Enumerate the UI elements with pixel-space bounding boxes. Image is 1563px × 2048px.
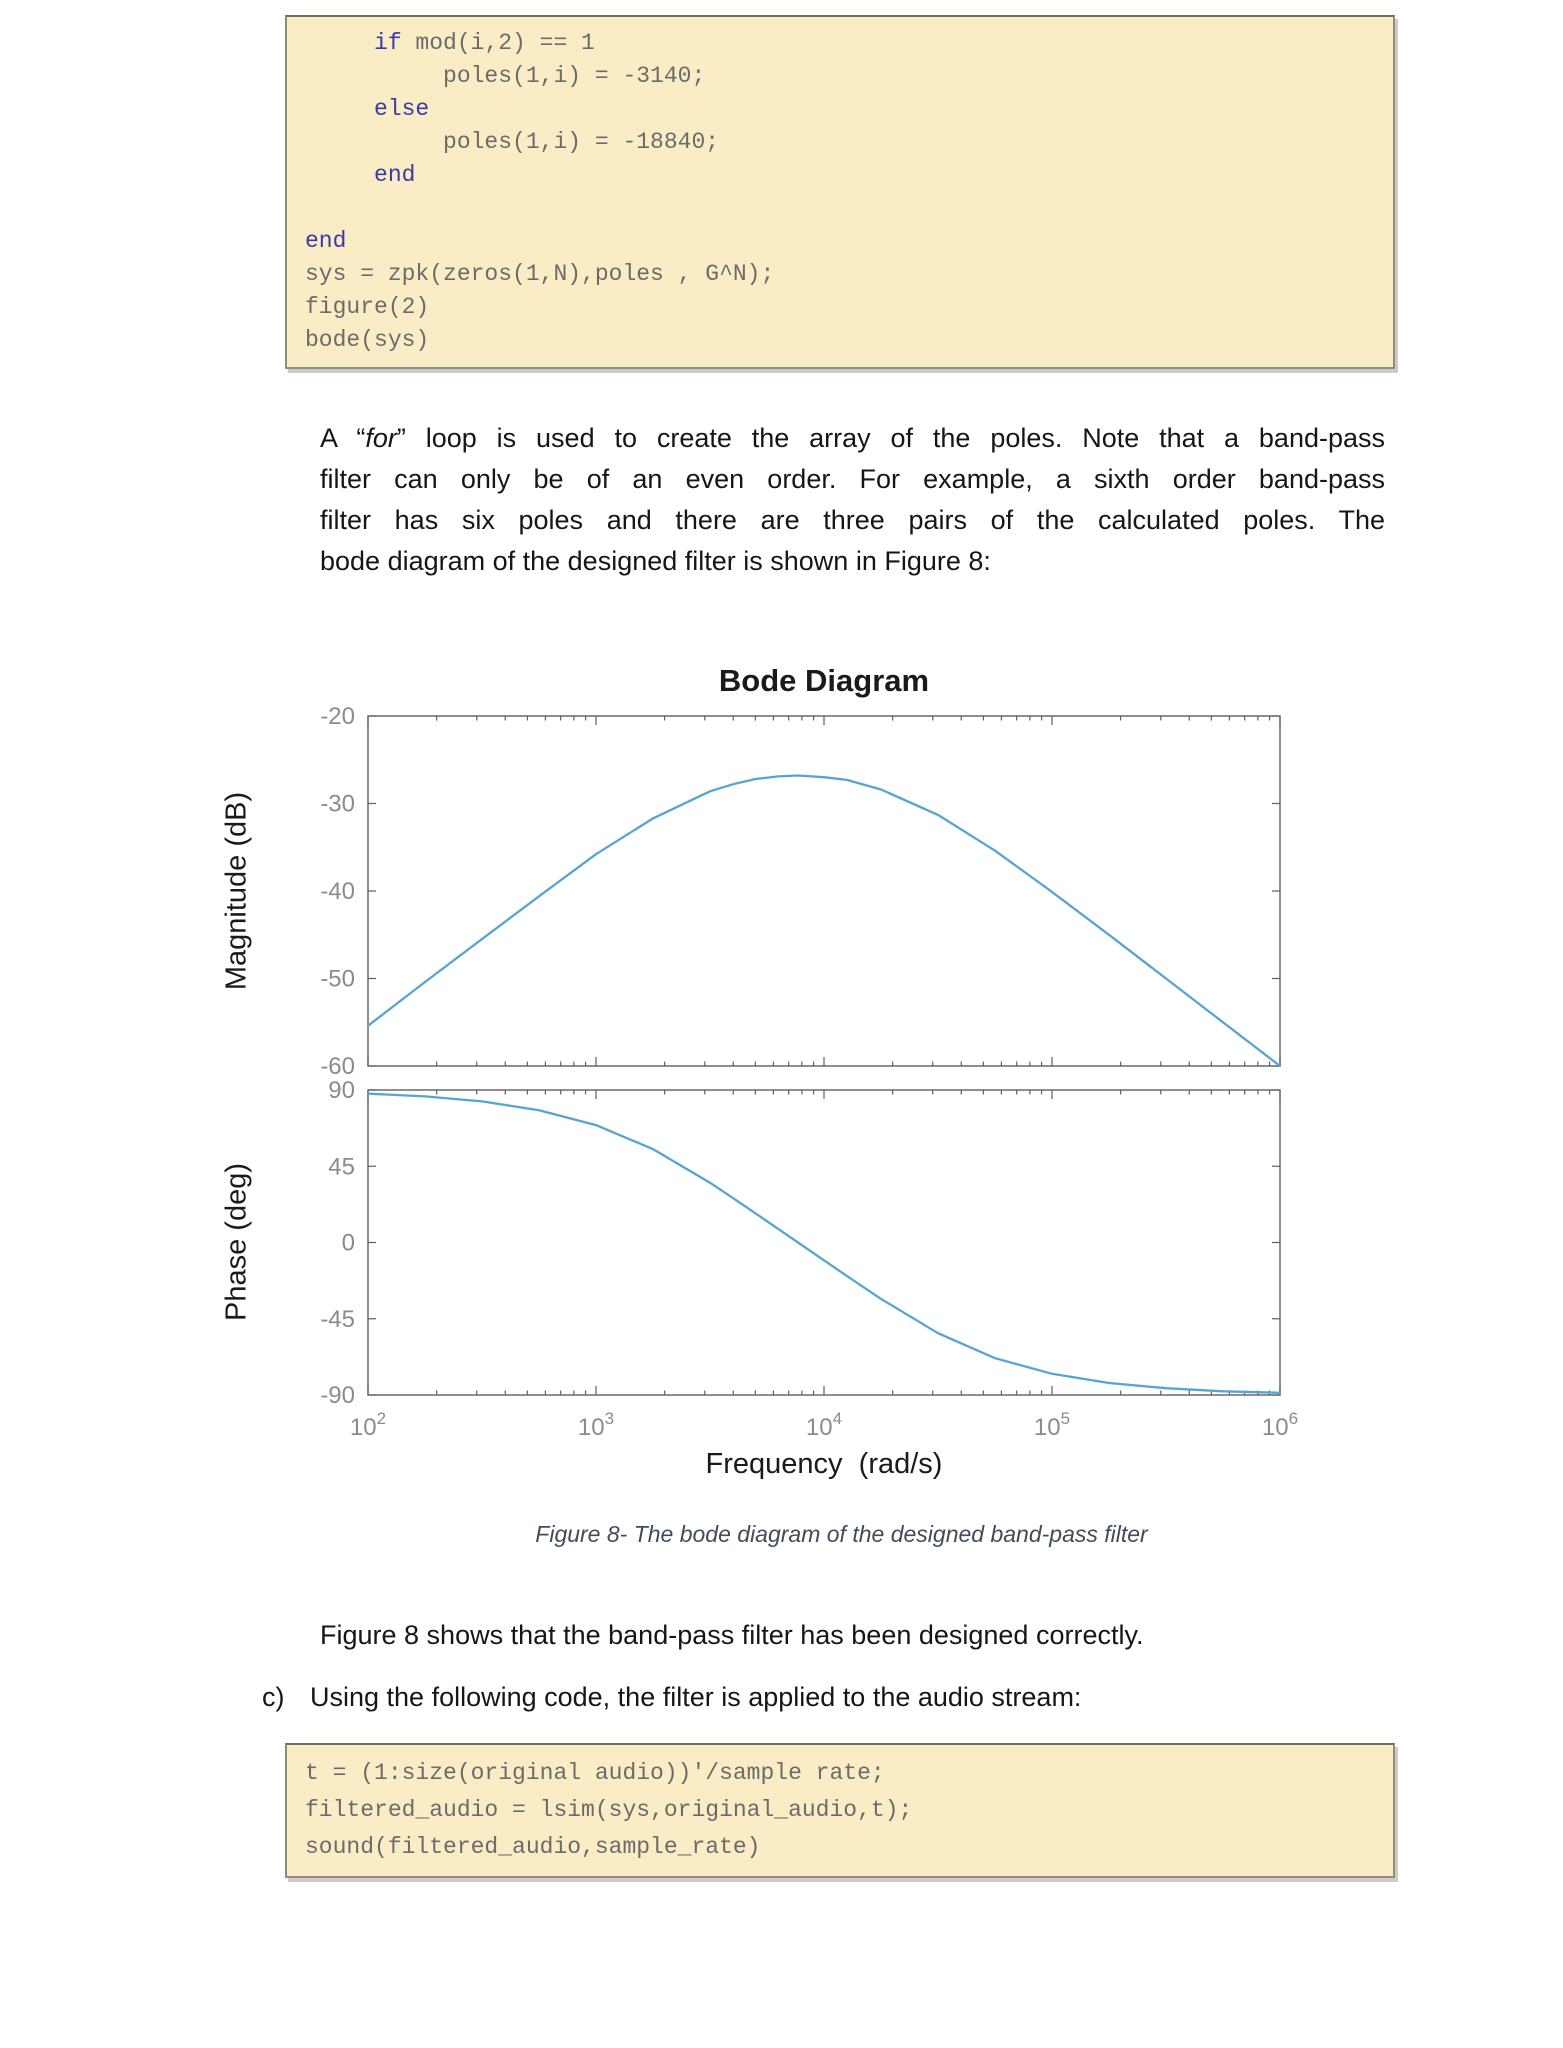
y-tick-label: -50: [320, 965, 355, 993]
conclusion-text: Figure 8 shows that the band-pass filter has been designed correctly.: [320, 1620, 1144, 1650]
list-item-text: Using the following code, the filter is applied to the audio stream:: [310, 1682, 1082, 1712]
figure-caption: Figure 8- The bode diagram of the designed band-pass filter: [535, 1521, 1148, 1547]
code-line: poles(1,i) = -18840;: [305, 129, 720, 155]
code-line: poles(1,i) = -3140;: [305, 63, 706, 89]
code-line: t = (1:size(original audio))'/sample rate;: [305, 1760, 885, 1786]
y-tick-label: -90: [320, 1382, 355, 1409]
matlab-code-block-2: [285, 1743, 1395, 1878]
paragraph-line: bode diagram of the designed filter is shown in Figure 8:: [320, 546, 991, 576]
paragraph-line: A “for” loop is used to create the array of the poles. Note that a band-pass: [320, 423, 1386, 453]
matlab-code-block-1: [285, 15, 1395, 369]
y-tick-label: -20: [320, 703, 355, 730]
phase-plot: [320, 1077, 1299, 1441]
plot-frame: [368, 716, 1280, 1066]
x-tick-label: $10^5$: [1033, 1409, 1071, 1441]
phase-axis-label: Phase (deg): [220, 1163, 253, 1321]
bode-curve: [368, 1094, 1280, 1393]
chart-title: Bode Diagram: [718, 663, 930, 698]
x-tick-label: $10^6$: [1261, 1409, 1299, 1441]
code-line: sys = zpk(zeros(1,N),poles , G^N);: [305, 261, 775, 287]
y-tick-label: 45: [328, 1153, 355, 1181]
y-tick-label: -45: [320, 1305, 355, 1333]
code-line: bode(sys): [305, 327, 430, 353]
plot-frame: [368, 1090, 1280, 1395]
list-item-c: [262, 1682, 1402, 1713]
code-line: if mod(i,2) == 1: [374, 30, 595, 56]
code-line: sound(filtered_audio,sample_rate): [305, 1834, 761, 1860]
bode-curve: [368, 776, 1280, 1067]
x-tick-label: $10^3$: [577, 1409, 615, 1441]
y-tick-label: -30: [320, 790, 355, 818]
code-line: filtered_audio = lsim(sys,original_audio,t);: [305, 1797, 913, 1823]
list-item-marker: c): [262, 1682, 285, 1712]
code-line: else: [374, 96, 430, 122]
y-tick-label: 0: [341, 1229, 355, 1257]
y-tick-label: -60: [320, 1053, 355, 1080]
y-tick-label: 90: [328, 1077, 355, 1104]
paragraph-line: filter has six poles and there are three pairs of the calculated poles. The: [320, 505, 1385, 535]
code-line: figure(2): [305, 294, 430, 320]
x-tick-label: $10^2$: [349, 1409, 387, 1441]
body-paragraph: [320, 418, 1385, 582]
magnitude-plot: [320, 703, 1280, 1080]
y-tick-label: -40: [320, 878, 355, 905]
magnitude-axis-label: Magnitude (dB): [220, 791, 253, 991]
x-tick-label: $10^4$: [805, 1409, 843, 1441]
paragraph-line: filter can only be of an even order. For example, a sixth order band-pass: [320, 464, 1385, 494]
code-line: end: [374, 162, 416, 188]
code-line: [305, 192, 1375, 225]
code-line: end: [305, 228, 347, 254]
frequency-axis-label: Frequency (rad/s): [705, 1448, 943, 1480]
